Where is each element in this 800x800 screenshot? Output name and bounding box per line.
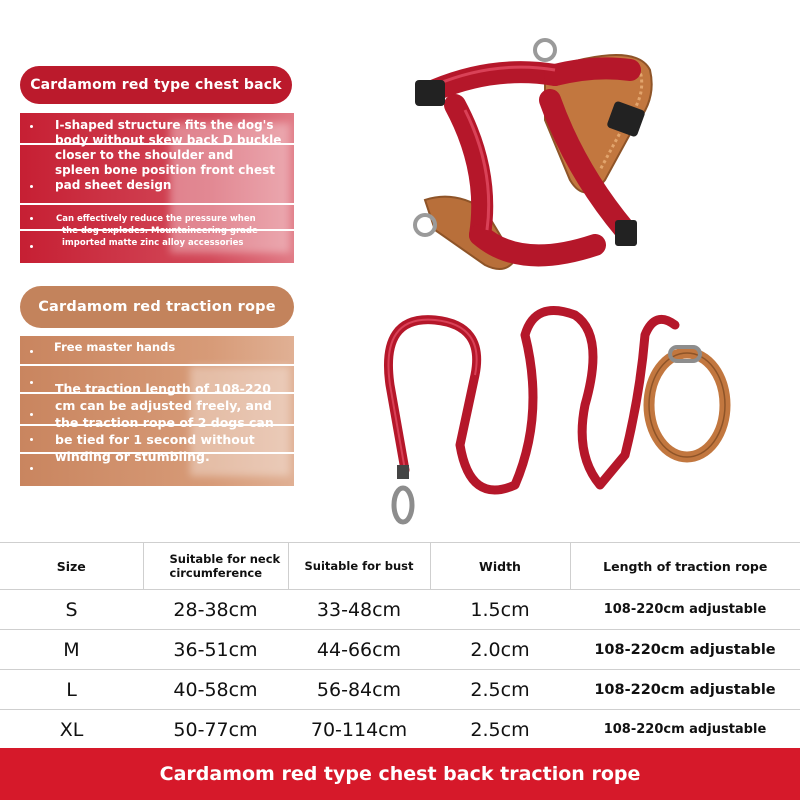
harness-feature-line: I-shaped structure fits the dog's bbox=[55, 118, 274, 132]
rope-length-cell: 108-220cm adjustable bbox=[570, 630, 800, 670]
bust-cell: 33-48cm bbox=[288, 590, 430, 630]
neck-cell: 40-58cm bbox=[143, 670, 288, 710]
width-cell: 2.5cm bbox=[430, 670, 570, 710]
neck-cell: 36-51cm bbox=[143, 630, 288, 670]
width-cell: 2.5cm bbox=[430, 710, 570, 750]
harness-feature-line: the dog explodes. Mountaineering grade bbox=[62, 226, 258, 236]
header-width: Width bbox=[430, 543, 570, 590]
harness-feature-line: body without skew back D buckle bbox=[55, 133, 282, 147]
rope-section-title: Cardamom red traction rope bbox=[20, 286, 294, 328]
rope-feature-line: Free master hands bbox=[54, 340, 176, 354]
footer-banner: Cardamom red type chest back traction rope bbox=[0, 748, 800, 800]
harness-feature-line: pad sheet design bbox=[55, 178, 172, 192]
harness-feature-line: imported matte zinc alloy accessories bbox=[62, 238, 244, 248]
table-row bbox=[0, 630, 800, 670]
width-cell: 1.5cm bbox=[430, 590, 570, 630]
bust-cell: 44-66cm bbox=[288, 630, 430, 670]
rope-feature-line: The traction length of 108-220 bbox=[55, 381, 271, 396]
table-row bbox=[0, 590, 800, 630]
harness-features-panel bbox=[20, 113, 294, 263]
bust-cell: 70-114cm bbox=[288, 710, 430, 750]
neck-cell: 28-38cm bbox=[143, 590, 288, 630]
rope-length-cell: 108-220cm adjustable bbox=[570, 670, 800, 710]
size-table bbox=[0, 542, 800, 749]
harness-feature-line: spleen bone position front chest bbox=[55, 163, 275, 177]
size-cell: S bbox=[0, 590, 143, 630]
size-cell: M bbox=[0, 630, 143, 670]
rope-feature-line: winding or stumbling. bbox=[55, 449, 210, 464]
bust-cell: 56-84cm bbox=[288, 670, 430, 710]
size-cell: L bbox=[0, 670, 143, 710]
rope-length-cell: 108-220cm adjustable bbox=[570, 710, 800, 750]
table-row bbox=[0, 670, 800, 710]
neck-cell: 50-77cm bbox=[143, 710, 288, 750]
rope-feature-line: be tied for 1 second without bbox=[55, 432, 255, 447]
harness-section-title: Cardamom red type chest back bbox=[20, 66, 292, 104]
harness-feature-line: Can effectively reduce the pressure when bbox=[56, 214, 256, 224]
rope-features-panel bbox=[20, 336, 294, 486]
width-cell: 2.0cm bbox=[430, 630, 570, 670]
size-table-header bbox=[0, 543, 800, 590]
table-row bbox=[0, 710, 800, 750]
header-bust: Suitable for bust bbox=[288, 543, 430, 590]
size-cell: XL bbox=[0, 710, 143, 750]
harness-feature-line: closer to the shoulder and bbox=[55, 148, 234, 162]
header-neck: Suitable for neck circumference bbox=[143, 543, 288, 590]
leash-product-image bbox=[375, 295, 745, 530]
rope-feature-line: cm can be adjusted freely, and bbox=[55, 398, 272, 413]
header-rope-length: Length of traction rope bbox=[570, 543, 800, 590]
harness-product-image bbox=[395, 30, 675, 280]
rope-feature-line: the traction rope of 2 dogs can bbox=[55, 415, 274, 430]
header-size: Size bbox=[0, 543, 143, 590]
rope-length-cell: 108-220cm adjustable bbox=[570, 590, 800, 630]
